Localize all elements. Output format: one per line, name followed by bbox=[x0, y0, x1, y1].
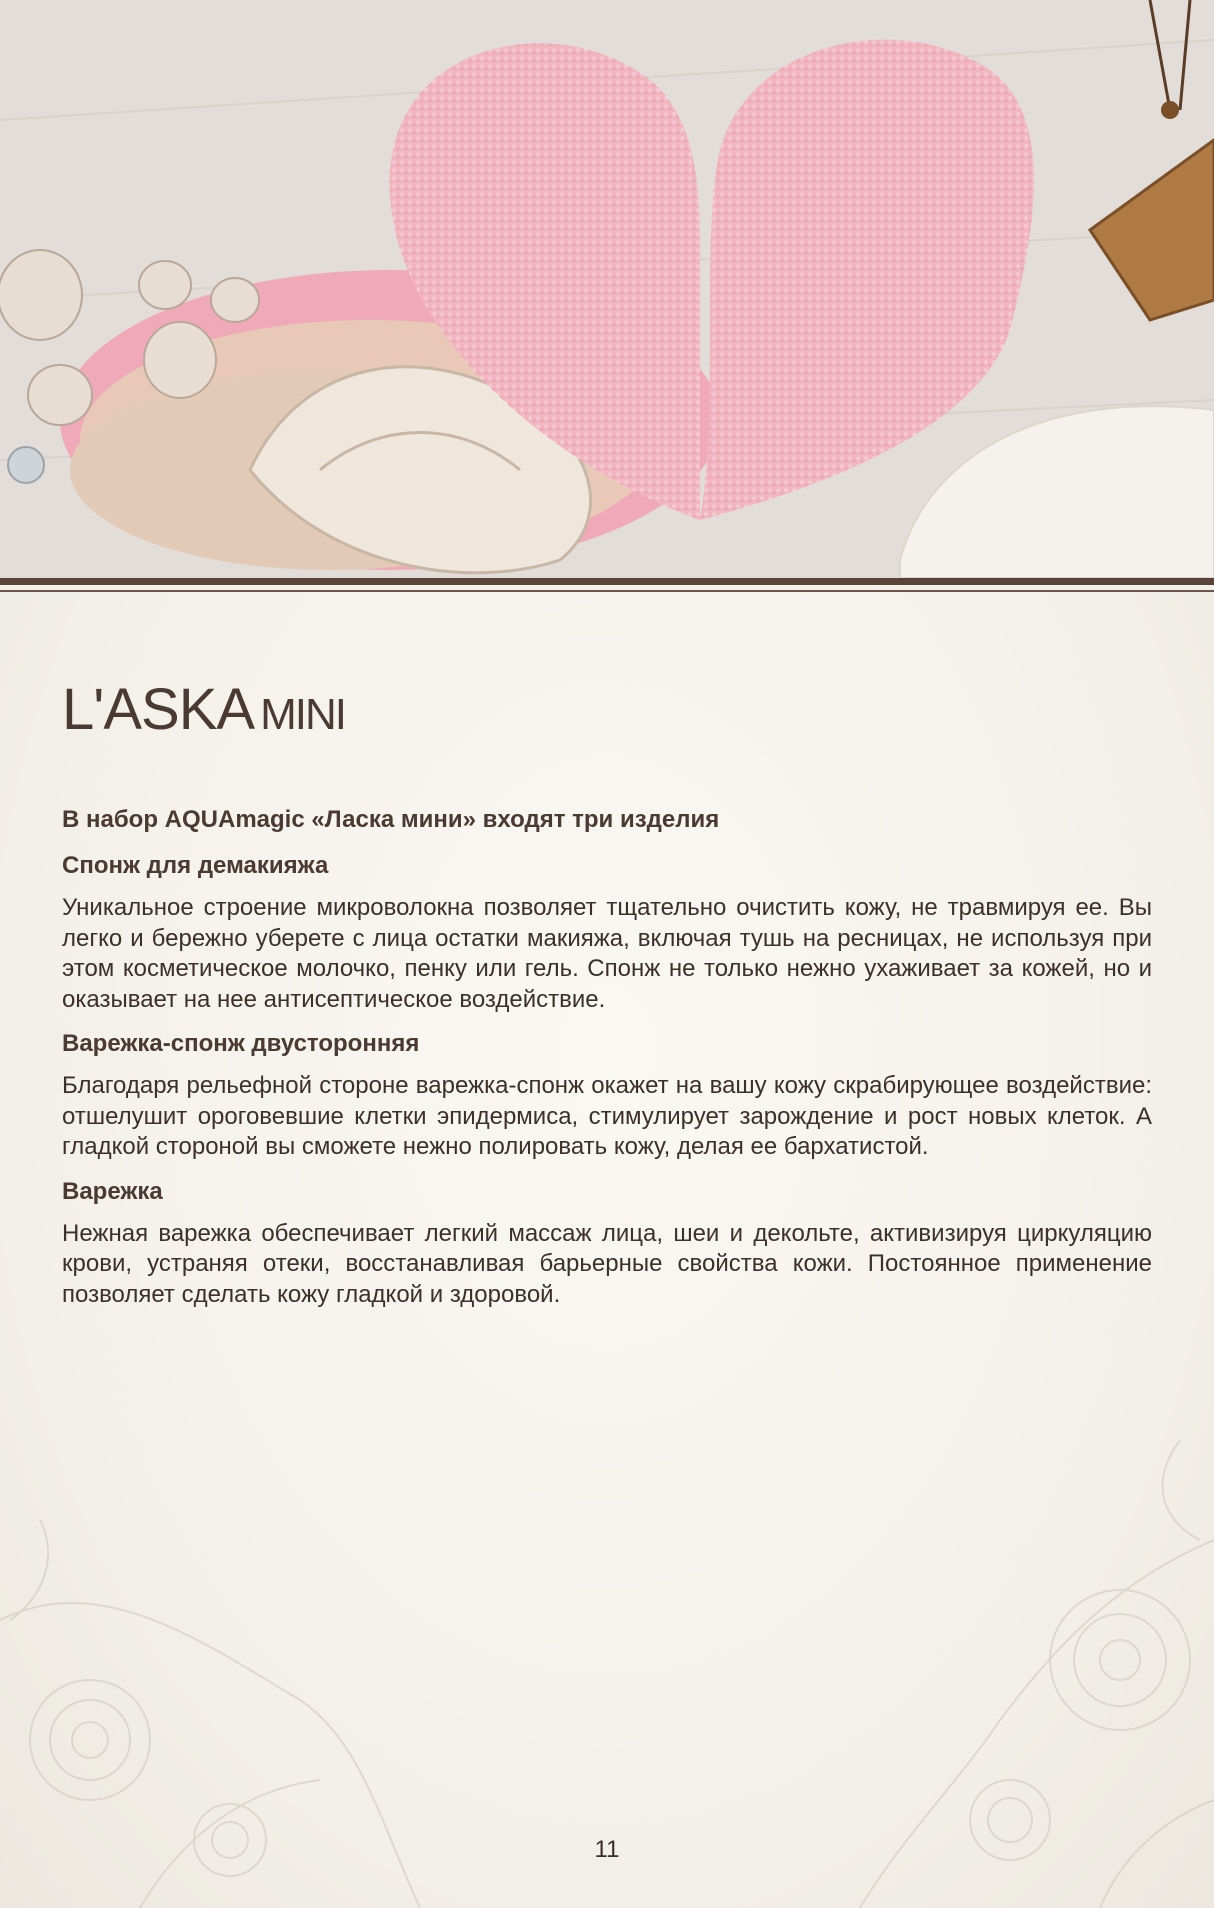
section-title-mitt: Варежка bbox=[62, 1177, 163, 1205]
intro-heading: В набор AQUAmagic «Ласка мини» входят три изделия bbox=[62, 806, 720, 833]
small-shell bbox=[0, 250, 82, 340]
brand-name: L'ASKA bbox=[62, 677, 255, 742]
page-number: 11 bbox=[594, 1836, 620, 1863]
brand-title bbox=[62, 677, 1152, 745]
section-text-mitt: Нежная варежка обеспечивает легкий массаж лица, шеи и декольте, активизируя циркуляцию крови, устраняя отеки, восстанавливая барьерные свойства кожи. Постоянное применение позволяет сделать кожу гладкой и здоровой. bbox=[62, 1219, 1152, 1308]
divider-thick bbox=[0, 578, 1214, 585]
section-text-sponge: Уникальное строение микроволокна позволяет тщательно очистить кожу, не травмируя ее. Вы легко и бережно уберете с лица остатки макияжа, включая тушь на ресницах, не используя при этом косметическое молочко, пенку или гель. Спонж не только нежно ухаживает за кожей, но и оказывает на нее антисептическое воздействие. bbox=[62, 894, 1152, 1013]
header-photo bbox=[0, 0, 1214, 578]
floral-ornament bbox=[0, 1320, 1214, 1908]
section-title-mitt-sponge: Варежка-спонж двусторонняя bbox=[62, 1030, 420, 1057]
brand-suffix: MINI bbox=[260, 690, 345, 739]
product-photo bbox=[0, 0, 1214, 578]
section-text-mitt-sponge: Благодаря рельефной стороне варежка-спонж окажет на вашу кожу скрабирующее воздействие: отшелушит ороговевшие клетки эпидермиса, стимулирует зарождение и рост новых клеток. А гладкой стороной вы сможете нежно полировать кожу, делая ее бархатистой. bbox=[62, 1072, 1152, 1160]
main-content bbox=[62, 677, 1152, 1320]
section-title-sponge: Спонж для демакияжа bbox=[62, 852, 329, 879]
